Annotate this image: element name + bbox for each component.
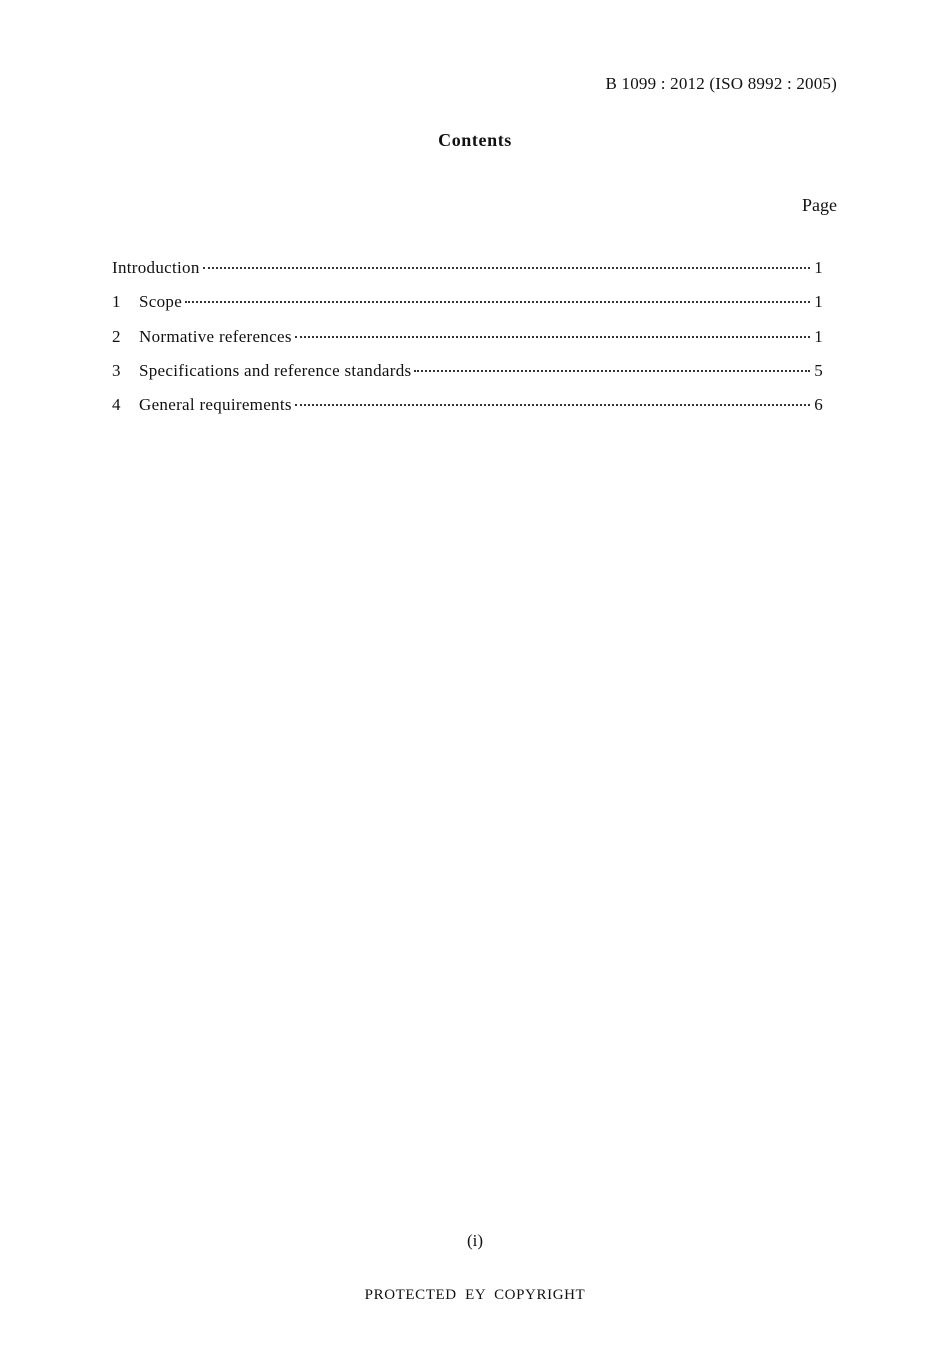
toc-entry-number: 3 [112, 360, 121, 380]
toc-entry-page: 1 [814, 326, 823, 346]
toc-entry-title: Normative references [139, 326, 292, 346]
table-of-contents [112, 258, 823, 429]
toc-entry-specifications[interactable] [112, 361, 823, 395]
toc-entry-number: 4 [112, 395, 121, 415]
toc-entry-page: 5 [814, 360, 823, 380]
dot-leader [295, 336, 810, 338]
toc-entry-title: Scope [139, 292, 183, 312]
dot-leader [203, 267, 811, 269]
toc-entry-introduction[interactable] [112, 258, 823, 292]
toc-entry-normative-references[interactable] [112, 327, 823, 361]
toc-entry-title: General requirements [139, 395, 292, 415]
toc-entry-page: 6 [814, 395, 823, 415]
toc-entry-number: 1 [112, 292, 121, 312]
toc-entry-page: 1 [814, 292, 823, 312]
dot-leader [414, 370, 810, 372]
page-number: (i) [466, 1231, 484, 1250]
toc-entry-general-requirements[interactable] [112, 395, 823, 429]
toc-entry-scope[interactable] [112, 292, 823, 326]
toc-entry-number: 2 [112, 326, 121, 346]
dot-leader [185, 301, 810, 303]
toc-entry-page: 1 [814, 258, 823, 277]
document-id: B 1099 : 2012 (ISO 8992 : 2005) [605, 74, 837, 93]
page-column-label: Page [802, 195, 837, 215]
contents-title: Contents [438, 130, 512, 150]
toc-entry-title: Specifications and reference standards [139, 360, 412, 380]
dot-leader [295, 404, 810, 406]
toc-entry-title: Introduction [112, 258, 200, 277]
copyright-notice: PROTECTED EY COPYRIGHT [364, 1287, 586, 1303]
